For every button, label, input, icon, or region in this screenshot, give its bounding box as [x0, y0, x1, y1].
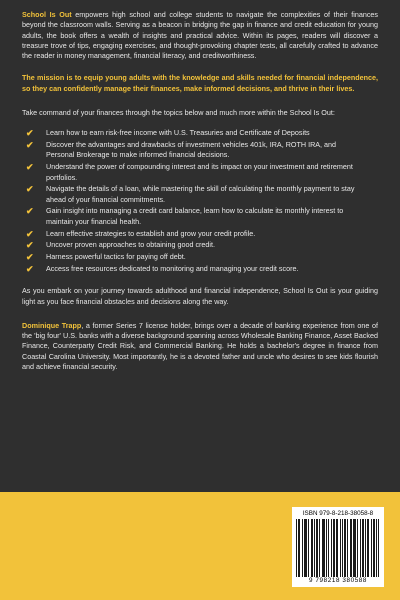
barcode-bar — [324, 519, 325, 577]
intro-text: empowers high school and college students to navigate the complexities of their finances beyond the classroom walls. Serving as a beacon in bridging the gap in finance and credit education for young adults, the book offers a wealth of insights and practical advice. Within its pages, readers will discover a treasure trove of tips, engaging exercises, and thought-provoking chapter tests, all carefully crafted to advance the reader in money management, financial literacy, and creditworthiness. — [22, 10, 379, 61]
barcode-bar — [360, 519, 361, 577]
isbn-barcode — [292, 507, 384, 587]
book-title: School Is Out — [22, 10, 72, 19]
barcode-bar — [378, 519, 379, 577]
barcode-bar — [350, 519, 351, 577]
barcode-bar — [345, 519, 346, 577]
barcode-bar — [353, 519, 354, 577]
barcode-bar — [355, 519, 356, 577]
barcode-bar — [304, 519, 305, 577]
list-item: ✔ Harness powerful tactics for paying off debt. — [26, 252, 186, 263]
barcode-bar — [333, 519, 334, 577]
barcode-bar — [342, 519, 343, 577]
barcode-bar — [336, 519, 337, 577]
list-item: ✔ Learn how to earn risk-free income with U.S. Treasuries and Certificate of Deposits — [26, 128, 310, 139]
barcode-bar — [340, 519, 341, 577]
list-item: ✔ Navigate the details of a loan, while mastering the skill of calculating the monthly payment to stay ahead of your financial commitments. — [26, 184, 355, 204]
isbn-digits: 9 798218 380588 — [308, 577, 368, 584]
barcode-bar — [373, 519, 374, 577]
barcode-bar — [305, 519, 306, 577]
barcode-bar — [326, 519, 327, 577]
list-item: ✔ Gain insight into managing a credit card balance, learn how to calculate its monthly interest to maintain your financial health. — [26, 206, 344, 226]
barcode-bar — [347, 519, 348, 577]
barcode-bar — [311, 519, 312, 577]
topics-list — [22, 128, 378, 274]
check-icon: ✔ — [26, 128, 34, 139]
check-icon: ✔ — [26, 162, 34, 173]
barcode-bar — [306, 519, 307, 577]
list-item: ✔ Access free resources dedicated to monitoring and managing your credit score. — [26, 263, 299, 274]
barcode-bar — [371, 519, 372, 577]
barcode-bar — [296, 519, 297, 577]
list-item: ✔ Learn effective strategies to establish and grow your credit profile. — [26, 228, 256, 239]
check-icon: ✔ — [26, 228, 34, 239]
barcode-bar — [357, 519, 358, 577]
barcode-bar — [319, 519, 320, 577]
barcode-bar — [298, 519, 299, 577]
barcode-bar — [365, 519, 366, 577]
intro-paragraph — [22, 10, 378, 61]
check-icon: ✔ — [26, 252, 34, 263]
barcode-bar — [337, 519, 338, 577]
barcode-bar — [374, 519, 375, 577]
check-icon: ✔ — [26, 184, 34, 195]
barcode-bar — [316, 519, 317, 577]
check-icon: ✔ — [26, 206, 34, 217]
list-item: ✔ Understand the power of compounding interest and its impact on your investment and retirement portfolios. — [26, 162, 353, 182]
topics-lead: Take command of your finances through the topics below and much more within the School Is Out: — [22, 108, 335, 118]
barcode-bar — [323, 519, 324, 577]
barcode-bar — [308, 519, 309, 577]
list-item: ✔ Uncover proven approaches to obtaining good credit. — [26, 240, 216, 251]
list-item: ✔ Discover the advantages and drawbacks of investment vehicles 401k, IRA, ROTH IRA, and Personal Brokerage to make informed financial decisions. — [26, 140, 337, 160]
author-bio — [22, 321, 378, 372]
author-name: Dominique Trapp — [22, 320, 82, 330]
barcode-bar — [362, 519, 363, 577]
barcode-bar — [302, 519, 303, 577]
barcode-bar — [376, 519, 377, 577]
check-icon: ✔ — [26, 140, 34, 151]
barcode-icon — [296, 519, 380, 577]
barcode-bar — [363, 519, 364, 577]
barcode-bar — [328, 519, 329, 577]
barcode-bar — [299, 519, 300, 577]
barcode-bar — [314, 519, 315, 577]
barcode-bar — [344, 519, 345, 577]
barcode-bar — [312, 519, 313, 577]
check-icon: ✔ — [26, 240, 34, 251]
barcode-bar — [367, 519, 368, 577]
barcode-bar — [322, 519, 323, 577]
barcode-bar — [368, 519, 369, 577]
isbn-label: ISBN 979-8-218-38058-8 — [302, 510, 374, 517]
barcode-bar — [334, 519, 335, 577]
barcode-bar — [351, 519, 352, 577]
barcode-bar — [331, 519, 332, 577]
check-icon: ✔ — [26, 263, 34, 274]
author-bio-text: , a former Series 7 license holder, brings over a decade of banking experience from one of the 'big four' U.S. banks with a diverse background spanning across Wholesale Banking Finance, Asset Backed Finance, Counterparty Credit Risk, and Commercial Banking. He holds a bachelor's degree in finance from Coastal Carolina University. Most importantly, he is a devoted father and uncle who desires to see kids flourish and achieve financial security. — [22, 320, 379, 372]
barcode-bar — [354, 519, 355, 577]
mission-statement: The mission is to equip young adults with the knowledge and skills needed for financial independence, so they can confidently manage their finances, make informed decisions, and thrive in their lives. — [22, 73, 378, 93]
closing-paragraph: As you embark on your journey towards adulthood and financial independence, School Is Out is your guiding light as you face financial obstacles and decisions along the way. — [22, 286, 378, 306]
barcode-bar — [317, 519, 318, 577]
